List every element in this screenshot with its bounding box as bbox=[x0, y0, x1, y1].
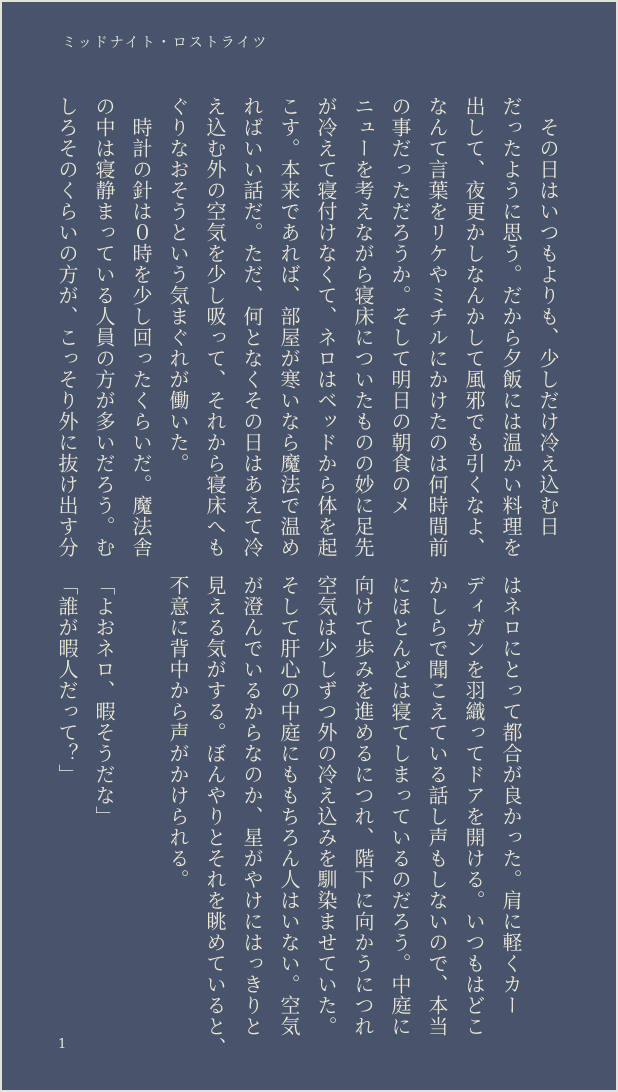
page-title: ミッドナイト・ロストライツ bbox=[62, 35, 269, 51]
text-line: そして肝心の中庭にももちろん人はいない。空気 bbox=[277, 575, 301, 1037]
text-line: え込む外の空気を少し吸って、それから寝床へも bbox=[203, 96, 227, 558]
text-line: その日はいつもよりも、少しだけ冷え込む日 bbox=[536, 96, 560, 537]
text-line: 出して、夜更かしなんかして風邪でも引くなよ、 bbox=[462, 96, 486, 558]
text-line: が冷えて寝付けなくて、ネロはベッドから体を起 bbox=[314, 96, 338, 558]
text-line: なんて言葉をリケやミチルにかけたのは何時間前 bbox=[425, 96, 449, 558]
text-line: にほとんどは寝てしまっているのだろう。中庭に bbox=[388, 575, 412, 1037]
page-text-content bbox=[48, 96, 570, 1058]
text-band-upper bbox=[48, 96, 566, 558]
text-line: ディガンを羽織ってドアを開ける。いつもはどこ bbox=[462, 575, 486, 1037]
text-line: の事だっただろうか。そして明日の朝食のメ bbox=[388, 96, 412, 516]
text-line: かしらで聞こえている話し声もしないので、本当 bbox=[425, 575, 449, 1037]
blank-line bbox=[122, 575, 159, 1037]
text-line: 時計の針は０時を少し回ったくらいだ。魔法舎 bbox=[129, 96, 153, 558]
text-line: が澄んでいるからなのか、星がやけにはっきりと bbox=[240, 575, 264, 1037]
text-line: 向けて歩みを進めるにつれ、階下に向かうにつれ bbox=[351, 575, 375, 1037]
text-line: ぐりなおそうという気まぐれが働いた。 bbox=[166, 96, 190, 474]
dialogue-line: 「誰が暇人だって？」 bbox=[55, 575, 79, 785]
text-line: ればいい話だ。ただ、何となくその日はあえて冷 bbox=[240, 96, 264, 558]
text-line: 不意に背中から声がかけられる。 bbox=[166, 575, 190, 890]
text-line: こす。本来であれば、部屋が寒いなら魔法で温め bbox=[277, 96, 301, 558]
text-line: 見える気がする。ぼんやりとそれを眺めていると、 bbox=[203, 575, 227, 1058]
dialogue-line: 「よおネロ、暇そうだな」 bbox=[92, 575, 116, 827]
text-line: の中は寝静まっている人員の方が多いだろう。む bbox=[92, 96, 116, 558]
text-line: 空気は少しずつ外の冷え込みを馴染ませていた。 bbox=[314, 575, 338, 1037]
text-band-lower bbox=[48, 575, 529, 1058]
page-number: 1 bbox=[58, 1037, 67, 1052]
text-line: しろそのくらいの方が、こっそり外に抜け出す分 bbox=[55, 96, 79, 558]
text-line: ニューを考えながら寝床についたものの妙に足先 bbox=[351, 96, 375, 558]
text-line: だったように思う。だから夕飯には温かい料理を bbox=[499, 96, 523, 558]
text-line: はネロにとって都合が良かった。肩に軽くカー bbox=[499, 575, 523, 1016]
